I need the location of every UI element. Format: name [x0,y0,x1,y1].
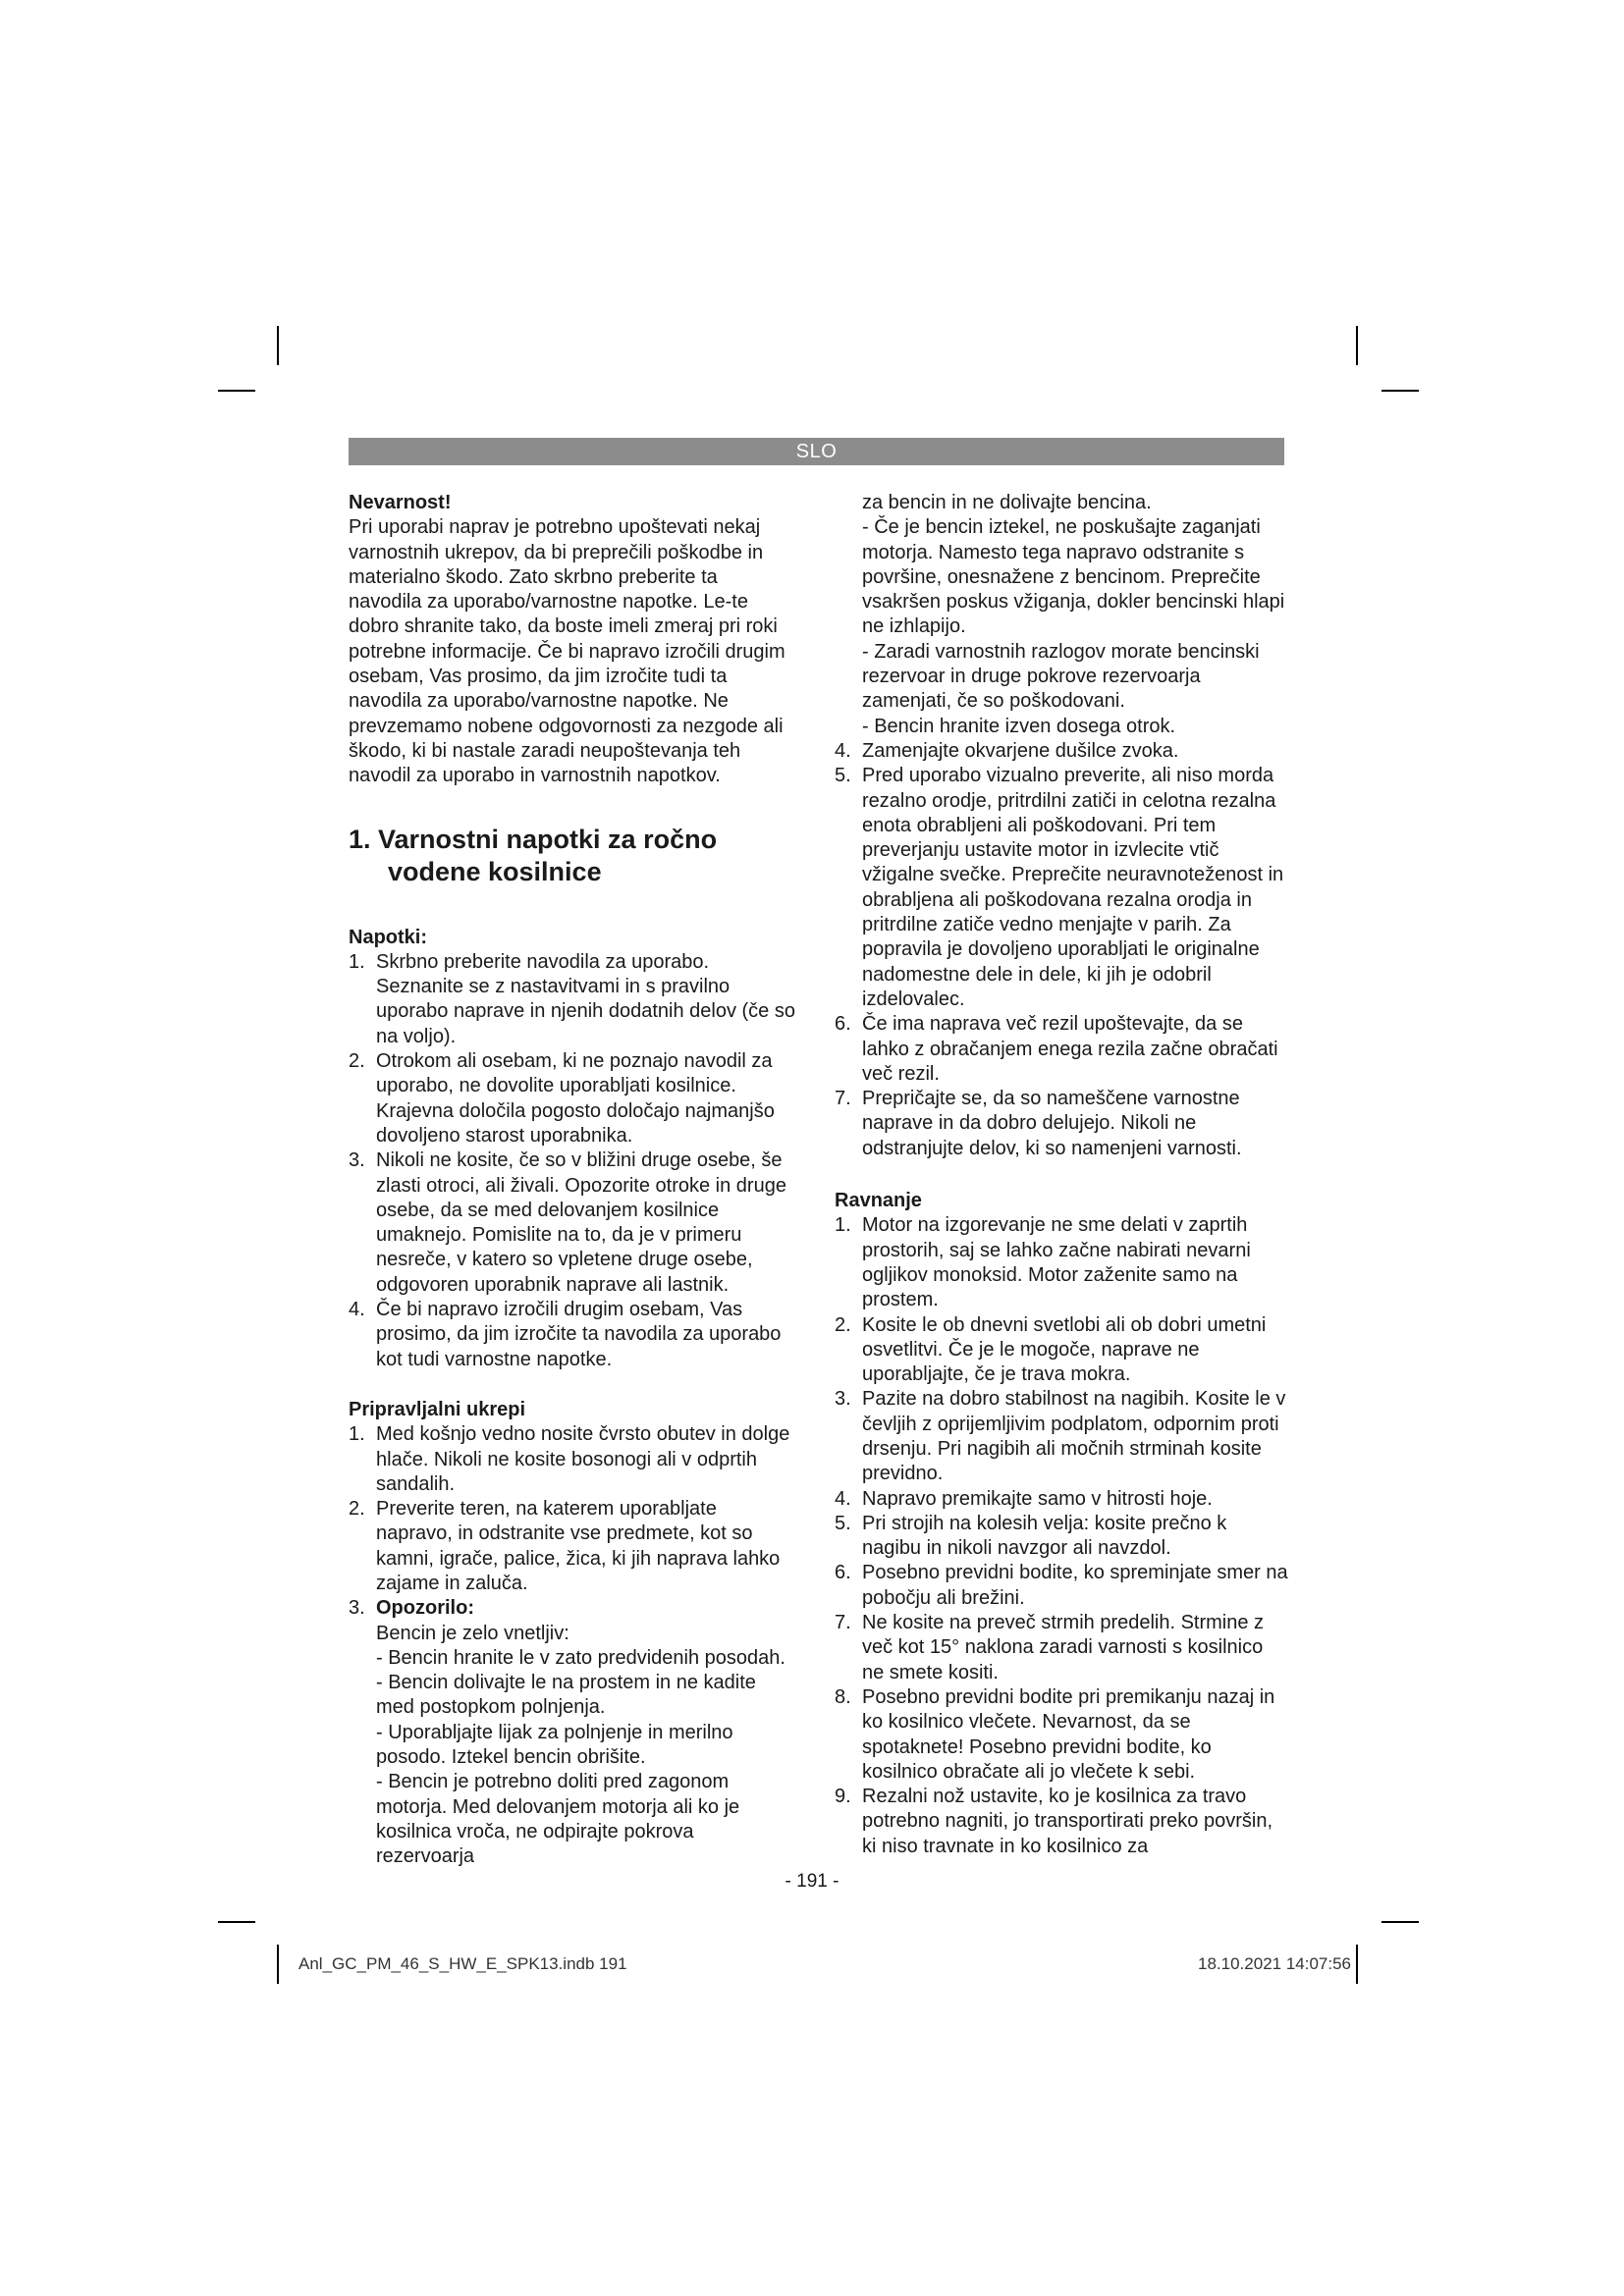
warning-title: Opozorilo: [376,1597,474,1620]
list-item: 1. Skrbno preberite navodila za uporabo. Seznanite se z nastavitvami in s pravilno uporabo naprave in njenih dodatnih delov (če so na voljo). [349,950,795,1047]
warning-continued: za bencin in ne dolivajte bencina. - Če je bencin iztekel, ne poskušajte zaganjati motorja. Namesto tega napravo odstranite s površine, onesnažene z bencinom. Preprečite vsakršen poskus vžiganja, dokler bencinski hlapi ne izhlapijo. - Zaradi varnostnih razlogov morate bencinski rezervoar in druge pokrove rezervoarja zamenjati, če so poškodovani. - Bencin hranite izven dosega otrok. [862,492,1285,737]
left-column [349,491,795,1870]
crop-mark-top-left-vertical [277,326,279,365]
list-item: 7. Ne kosite na preveč strmih predelih. Strmine z več kot 15° naklona zaradi varnosti s kosilnico ne smete kositi. [835,1612,1265,1683]
crop-mark-bottom-left-horizontal [218,1921,255,1923]
list-item: 8. Posebno previdni bodite pri premikanju nazaj in ko kosilnico vlečete. Nevarnost, da se spotaknete! Posebno previdni bodite, ko kosilnico obračate ali jo vlečete k sebi. [835,1685,1275,1783]
list-item: 2. Otrokom ali osebam, ki ne poznajo navodil za uporabo, ne dovolite uporabljati kosilnice. Krajevna določila pogosto določajo najmanjšo dovoljeno starost uporabnika. [349,1050,775,1147]
footer-date-time: 18.10.2021 14:07:56 [1198,1954,1351,1973]
list-item-warning: 3. Opozorilo: [349,1597,474,1620]
list-item: 3. Pazite na dobro stabilnost na nagibih. Kosite le v čevljih z oprijemljivim podplatom, odpornim proti drsenju. Pri nagibih ali močnih strminah kosite previdno. [835,1388,1286,1485]
crop-mark-top-left-horizontal [218,390,255,392]
language-label: SLO [795,440,838,462]
numbered-list [835,739,1288,1161]
warning-body: Bencin je zelo vnetljiv: - Bencin hranite le v zato predvidenih posodah. - Bencin dolivajte le na prostem in ne kadite med postopkom polnjenja. - Uporabljajte lijak za polnjenje in merilno posodo. Iztekel bencin obrišite. - Bencin je potrebno doliti pred zagonom motorja. Med delovanjem motorja ali ko je kosilnica vroča, ne odpirajte pokrova rezervoarja [376,1622,785,1868]
section-napotki [349,926,795,1372]
section-title: Pripravljalni ukrepi [349,1398,526,1420]
section-title: Napotki: [349,926,427,948]
list-item: 4. Če bi napravo izročili drugim osebam, Vas prosimo, da jim izročite ta navodila za uporabo kot tudi varnostne napotke. [349,1299,782,1370]
language-header-bar [349,438,1284,465]
numbered-list [349,1422,795,1869]
list-item: 5. Pred uporabo vizualno preverite, ali niso morda rezalno orodje, pritrdilni zatiči in celotna rezalna enota obrabljeni ali poškodovani. Pri tem preverjanju ustavite motor in izvlecite vtič vžigalne svečke. Preprečite neuravnoteženost in obrabljena ali poškodovana rezalna orodja in pritrdilne zatiče vedno menjajte v parih. Za popravila je dovoljeno uporabljati le originalne nadomestne dele in dele, ki jih je odobril izdelovalec. [835,765,1284,1010]
numbered-list [835,1213,1288,1859]
section-pripravljalni-ukrepi [349,1398,795,1870]
list-item: 7. Prepričajte se, da so nameščene varnostne naprave in da dobro delujejo. Nikoli ne odstranjujte delov, ki so namenjeni varnosti. [835,1088,1242,1159]
list-item: 2. Preverite teren, na katerem uporabljate napravo, in odstranite vse predmete, kot so kamni, igrače, palice, žica, ki jih naprava lahko zajame in zaluča. [349,1498,781,1594]
intro-text: Pri uporabi naprav je potrebno upoštevati nekaj varnostnih ukrepov, da bi preprečili poškodbe in materialno škodo. Zato skrbno preberite ta navodila za uporabo/varnostne napotke. Le-te dobro shranite tako, da boste imeli zmeraj pri roki potrebne informacije. Če bi napravo izročili drugim osebam, Vas prosimo, da jim izročite tudi ta navodila za uporabo/varnostne napotke. Ne prevzemamo nobene odgovornosti za nezgode ali škodo, ki bi nastale zaradi neupoštevanja teh navodil za uporabo in varnostnih napotkov. [349,516,785,787]
list-item: 3. Nikoli ne kosite, če so v bližini druge osebe, še zlasti otroci, ali živali. Opozorite otroke in druge osebe, da se med delovanjem kosilnice umaknejo. Pomislite na to, da je v primeru nesreče, v katero so vpletene druge osebe, odgovoren uporabnik naprave ali lastnik. [349,1149,786,1296]
list-item: 2. Kosite le ob dnevni svetlobi ali ob dobri umetni osvetlitvi. Če je le mogoče, naprave ne uporabljajte, če je trava mokra. [835,1313,1267,1386]
list-item: 1. Motor na izgorevanje ne sme delati v zaprtih prostorih, saj se lahko začne nabirati nevarni ogljikov monoksid. Motor zaženite samo na prostem. [835,1214,1251,1311]
list-item: 5. Pri strojih na kolesih velja: kosite prečno k nagibu in nikoli navzgor ali navzdol. [835,1512,1227,1560]
list-item: 4. Zamenjajte okvarjene dušilce zvoka. [835,739,1179,762]
footer-file-info: Anl_GC_PM_46_S_HW_E_SPK13.indb 191 [298,1954,627,1973]
list-item: 6. Posebno previdni bodite, ko spreminjate smer na pobočju ali brežini. [835,1562,1288,1609]
right-column [835,491,1288,1859]
crop-mark-top-right-horizontal [1381,390,1419,392]
list-item: 4. Napravo premikajte samo v hitrosti hoje. [835,1487,1213,1510]
list-item: 9. Rezalni nož ustavite, ko je kosilnica za travo potrebno nagniti, jo transportirati preko površin, ki niso travnate in ko kosilnico za [835,1786,1273,1857]
crop-mark-bottom-left-vertical [277,1945,279,1984]
section-title: Ravnanje [835,1190,922,1212]
list-item: 6. Če ima naprava več rezil upoštevajte, da se lahko z obračanjem enega rezila začne obračati več rezil. [835,1013,1278,1085]
page-number: - 191 - [785,1871,839,1892]
section-ravnanje [835,1189,1288,1859]
chapter-title: 1. Varnostni napotki za ročno vodene kosilnice [349,824,718,886]
intro-title: Nevarnost! [349,492,452,513]
crop-mark-top-right-vertical [1356,326,1358,365]
numbered-list [349,950,795,1372]
crop-mark-bottom-right-vertical [1356,1945,1358,1984]
crop-mark-bottom-right-horizontal [1381,1921,1419,1923]
list-item: 1. Med košnjo vedno nosite čvrsto obutev in dolge hlače. Nikoli ne kosite bosonogi ali v odprtih sandalih. [349,1423,790,1495]
